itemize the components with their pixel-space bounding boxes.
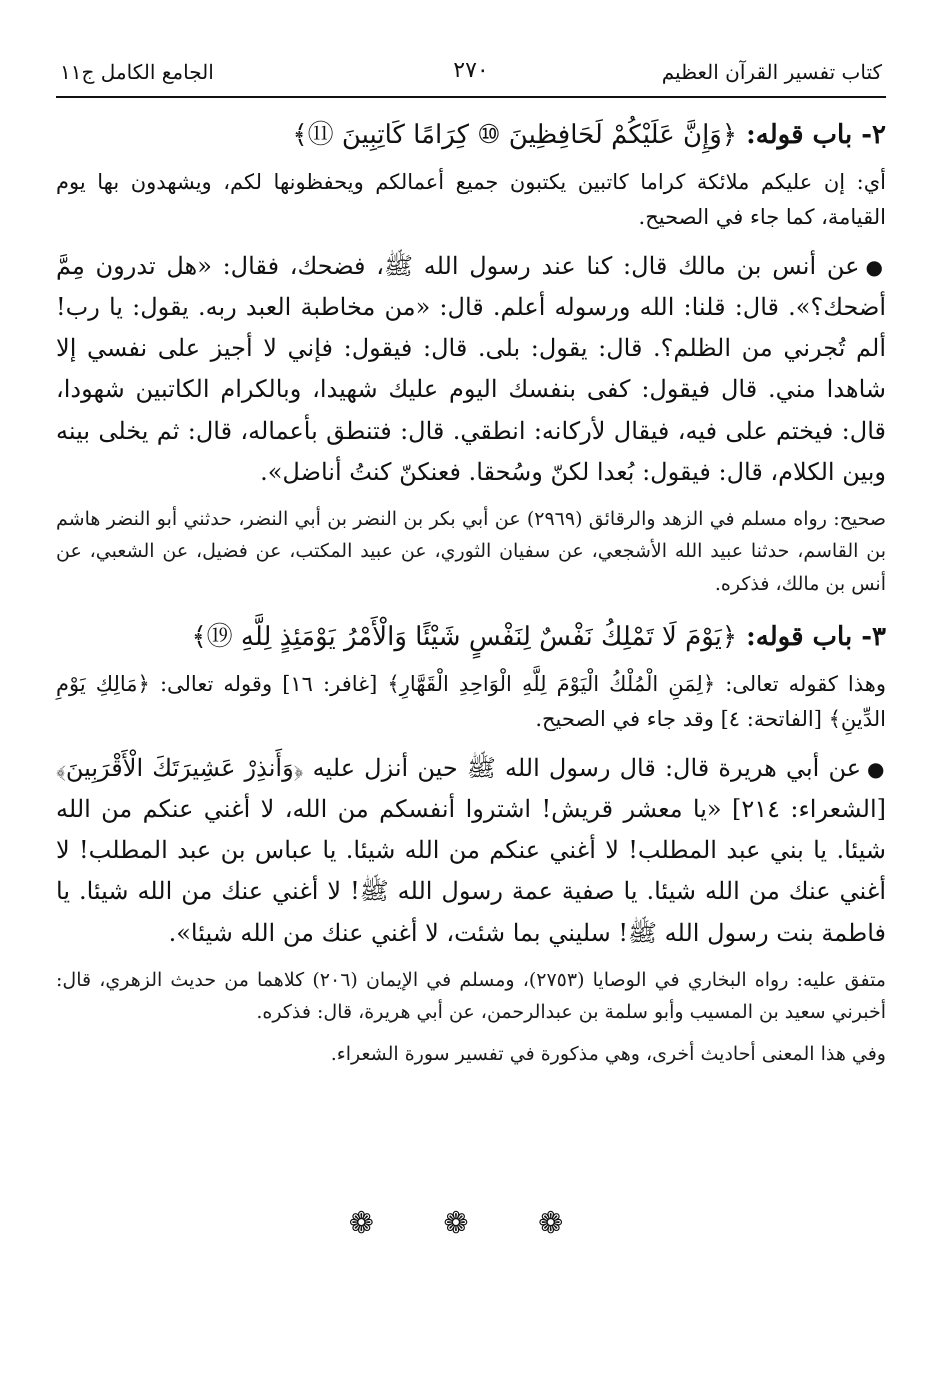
note-paragraph: وفي هذا المعنى أحاديث أخرى، وهي مذكورة في تفسير سورة الشعراء. bbox=[330, 1043, 886, 1066]
book-title: كتاب تفسير القرآن العظيم bbox=[661, 60, 882, 84]
ornament-divider-icon: ❁ ❁ ❁ bbox=[348, 1206, 594, 1241]
book-page bbox=[56, 56, 886, 1326]
bullet-icon: ● bbox=[867, 756, 886, 781]
source-paragraph: صحيح: رواه مسلم في الزهد والرقائق (٢٩٦٩) عن أبي بكر بن النضر بن أبي النضر، حدثني أبو النضر هاشم بن القاسم، حدثنا عبيد الله الأشجعي، عن سفيان الثوري، عن عبيد المكتب، عن فضيل، عن الشعبي، عن أنس بن مالك، فذكره. bbox=[56, 508, 886, 595]
quran-verse: ﴿وَإِنَّ عَلَيْكُمْ لَحَافِظِينَ ⑩ كِرَامًا كَاتِبِينَ ⑪﴾ bbox=[292, 120, 738, 150]
page-header bbox=[56, 56, 886, 98]
chapter-heading-2 bbox=[56, 116, 886, 155]
quran-verse: ﴿يَوْمَ لَا تَمْلِكُ نَفْسٌ لِنَفْسٍ شَيْئًا وَالْأَمْرُ يَوْمَئِذٍ لِلَّهِ ⑲﴾ bbox=[191, 622, 738, 653]
chapter-label: ٢- باب قوله: bbox=[746, 120, 886, 150]
hadith-paragraph bbox=[56, 748, 886, 954]
chapter-heading-3 bbox=[56, 618, 886, 657]
hadith-text: عن أبي هريرة قال: قال رسول الله ﷺ حين أنزل عليه ﴿وَأَنذِرْ عَشِيرَتَكَ الْأَقْرَبِينَ﴾ [الشعراء: ٢١٤] «يا معشر قريش! اشتروا أنفسكم من الله، لا أغني عنكم من الله شيئا. يا بني عبد المطلب! لا أغني عنكم من الله شيئا. يا عباس بن عبد المطلب! لا أغني عنك من الله شيئا. يا صفية عمة رسول الله ﷺ! لا أغني عنك من الله شيئا. يا فاطمة بنت رسول الله ﷺ! سليني بما شئت، لا أغني عنك من الله شيئا». bbox=[56, 753, 886, 947]
chapter-label: ٣- باب قوله: bbox=[746, 622, 886, 653]
volume-title: الجامع الكامل ج١١ bbox=[60, 60, 214, 84]
bullet-icon: ● bbox=[865, 254, 886, 279]
hadith-text: عن أنس بن مالك قال: كنا عند رسول الله ﷺ، فضحك، فقال: «هل تدرون مِمَّ أضحك؟». قال: قلنا: الله ورسوله أعلم. قال: «من مخاطبة العبد ربه. يقول: يا رب! ألم تُجرني من الظلم؟. قال: يقول: بلى. قال: فيقول: فإني لا أجيز على نفسي إلا شاهدا مني. قال فيقول: كفى بنفسك اليوم عليك شهيدا، وبالكرام الكاتبين شهودا، قال: فيختم على فيه، فيقال لأركانه: انطقي. قال: فتنطق بأعماله، قال: ثم يخلى بينه وبين الكلام، قال: فيقول: بُعدا لكنّ وسُحقا. فعنكنّ كنتُ أناضل». bbox=[56, 251, 886, 486]
source-paragraph: متفق عليه: رواه البخاري في الوصايا (٢٧٥٣)، ومسلم في الإيمان (٢٠٦) كلاهما من حديث الزهري، قال: أخبرني سعيد بن المسيب وأبو سلمة بن عبدالرحمن، عن أبي هريرة، قال: فذكره. bbox=[56, 968, 886, 1024]
explanation-paragraph: وهذا كقوله تعالى: ﴿لِمَنِ الْمُلْكُ الْيَوْمَ لِلَّهِ الْوَاحِدِ الْقَهَّارِ﴾ [غافر: ١٦] وقوله تعالى: ﴿مَالِكِ يَوْمِ الدِّينِ﴾ [الفاتحة: ٤] وقد جاء في الصحيح. bbox=[56, 672, 886, 732]
explanation-paragraph: أي: إن عليكم ملائكة كراما كاتبين يكتبون جميع أعمالكم ويحفظونها لكم، ويشهدون بها يوم القيامة، كما جاء في الصحيح. bbox=[56, 170, 886, 230]
hadith-paragraph bbox=[56, 246, 886, 494]
page-number: ٢٧٠ bbox=[453, 58, 489, 83]
